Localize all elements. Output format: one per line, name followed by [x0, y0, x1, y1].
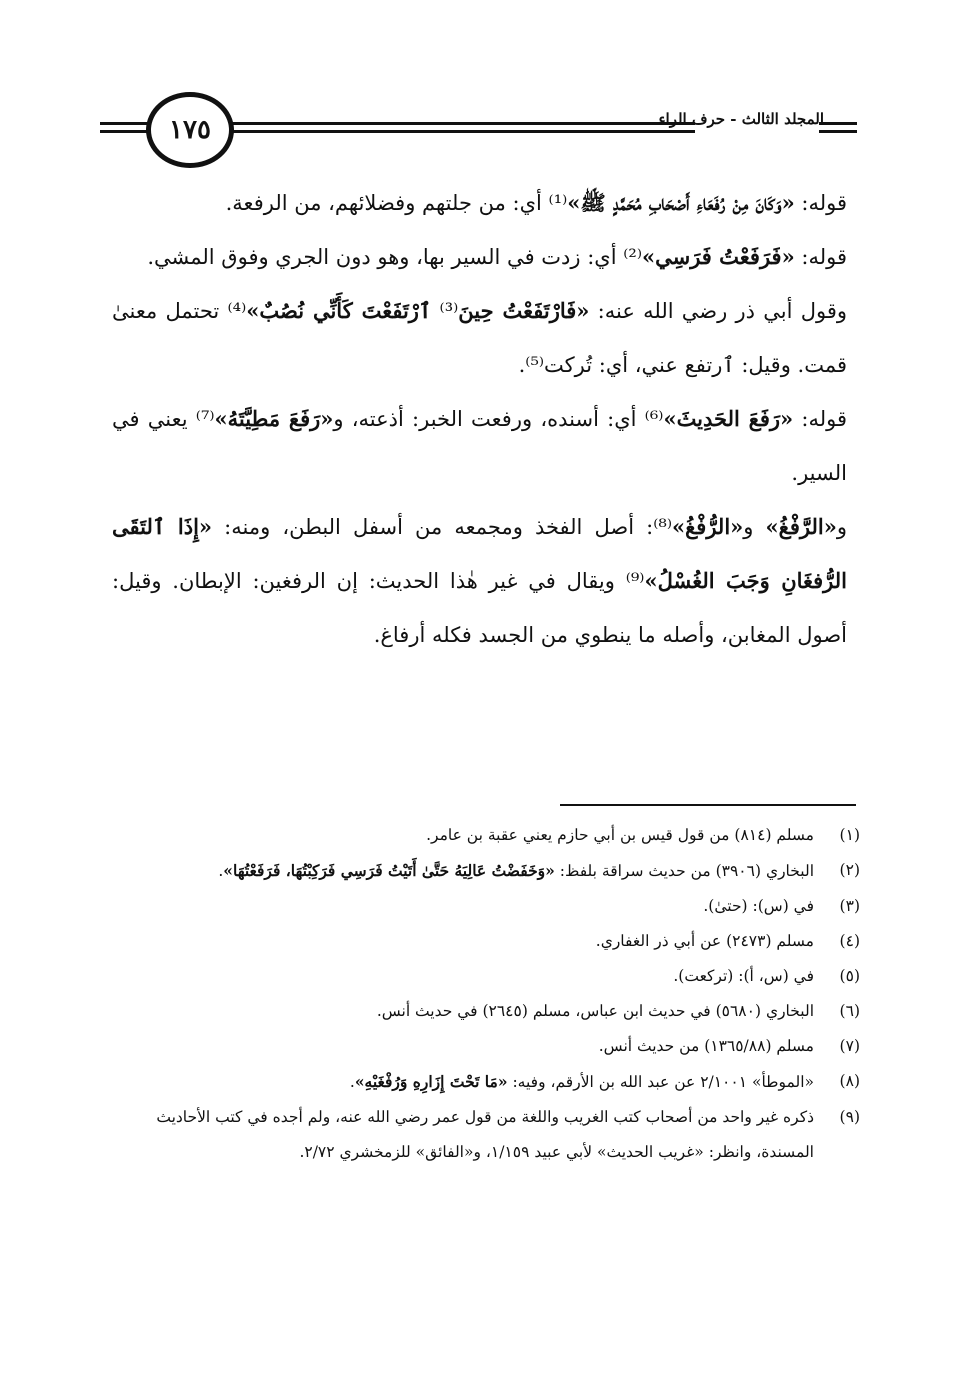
footnote: [110, 924, 860, 959]
quoted-hadith-text: «إِذَا ٱلتَقَى الرُّفغَانِ وَجَبَ الغُسْلُ»: [112, 514, 847, 593]
text-segment: قوله:: [794, 191, 847, 215]
text-segment: ⁽⁶⁾ أي: أسنده، ورفعت الخبر: أذعته، و: [333, 407, 664, 431]
quoted-hadith-text: «فَارْتَفَعْتُ حِينَ: [458, 298, 590, 323]
footnote-text: [110, 1029, 814, 1064]
text-segment: ⁽¹⁾ أي: من جلتهم وفضلائهم، من الرفعة.: [225, 191, 568, 215]
page-header: [100, 92, 857, 166]
running-title: المجلد الثالث - حرف الراء: [658, 110, 824, 128]
text-segment: .: [349, 1073, 355, 1091]
text-segment: في (س): (حتىٰ).: [703, 897, 814, 915]
footnote-number: (٤): [839, 932, 860, 950]
footnotes: [110, 818, 860, 1170]
quoted-hadith-text: «رَفَعَ الحَدِيثَ»: [663, 406, 794, 431]
quoted-hadith-text: «وَكَانَ مِنْ رُفَعَاءِ أَصْحَابِ مُحَمَّدٍ ﷺ»: [567, 190, 795, 215]
footnote-number: (٥): [839, 967, 860, 985]
footnote: [110, 818, 860, 853]
text-segment: البخاري (٣٩٠٦) من حديث سراقة بلفظ:: [554, 862, 814, 880]
footnote-number: (٨): [839, 1072, 860, 1090]
footnote: [110, 959, 860, 994]
footnote-number: (٢): [839, 861, 860, 879]
main-text: [112, 176, 847, 662]
text-segment: قوله:: [794, 245, 847, 269]
footnote-text: [110, 1100, 814, 1170]
text-segment: ⁽³⁾: [431, 299, 459, 323]
paragraph: [112, 230, 847, 284]
text-segment: و: [836, 515, 847, 539]
text-segment: مسلم (٨١٤) من قول قيس بن أبي حازم يعني عقبة بن عامر.: [426, 826, 814, 844]
footnote: [110, 853, 860, 889]
text-segment: وقول أبي ذر رضي الله عنه:: [589, 299, 848, 323]
paragraph: [112, 500, 847, 662]
text-segment: ⁽⁹⁾ ويقال في غير هٰذا الحديث: إن الرفغين: الإبطان. وقيل: أصول المغابن، وأصله ما ينطوي من الجسد فكله أرفاغ.: [112, 569, 847, 647]
text-segment: مسلم (٢٤٧٣) عن أبي ذر الغفاري.: [595, 932, 814, 950]
footnote-text: [110, 1064, 814, 1100]
quoted-hadith-text: «وَخَفَضْتُ عَالِيَهُ حَتَّىٰ أَتَيْتُ فَرَسِي فَرَكِبْتُهَا، فَرَفَعْتُهَا»: [223, 861, 555, 880]
footnote: [110, 1100, 860, 1170]
header-rule-right-bottom: [819, 130, 857, 133]
footnote-number: (٦): [839, 1002, 860, 1020]
header-rule-left-bottom: [100, 130, 152, 133]
footnote-text: [110, 994, 814, 1029]
text-segment: .: [218, 862, 224, 880]
text-segment: ⁽⁷⁾ يعني في السير.: [112, 407, 847, 485]
footnote-text: [110, 924, 814, 959]
header-rule-right-top: [819, 122, 857, 125]
footnote-number: (٩): [839, 1108, 860, 1126]
text-segment: مسلم (١٣٦٥/٨٨) من حديث أنس.: [598, 1037, 814, 1055]
footnote-text: [110, 959, 814, 994]
quoted-hadith-text: «الرُّفْغُ»: [672, 514, 744, 539]
footnote-text: [110, 818, 814, 853]
quoted-hadith-text: ٱرْتَفَعْتَ كَأَنِّي نُصُبٌ»: [246, 298, 432, 323]
footnote: [110, 1064, 860, 1100]
footnote-number: (١): [839, 826, 860, 844]
quoted-hadith-text: «رَفَعَ مَطِيَّتَهُ»: [214, 406, 334, 431]
text-segment: ⁽²⁾ أي: زدت في السير بها، وهو دون الجري وفوق المشي.: [147, 245, 642, 269]
paragraph: [112, 392, 847, 500]
footnote-separator: [560, 804, 856, 806]
quoted-hadith-text: «الرَّفْغُ»: [765, 514, 837, 539]
quoted-hadith-text: «مَا تَحْتَ إِزَارِهِ وَرُفْغَيْهِ»: [354, 1072, 508, 1091]
page-number: ١٧٥: [146, 92, 234, 168]
text-segment: البخاري (٥٦٨٠) في حديث ابن عباس، مسلم (٢٦٤٥) في حديث أنس.: [376, 1002, 814, 1020]
footnote-text: [110, 853, 814, 889]
text-segment: و: [743, 515, 766, 539]
paragraph: [112, 176, 847, 230]
text-segment: ذكره غير واحد من أصحاب كتب الغريب واللغة من قول عمر رضي الله عنه، ولم أجده في كتب الأحاديث المسندة، وانظر: «غريب الحديث» لأبي عبيد ١/١٥٩، و«الفائق» للزمخشري ٢/٧٢.: [156, 1108, 814, 1161]
footnote-text: [110, 889, 814, 924]
footnote: [110, 889, 860, 924]
quoted-hadith-text: «فَرَفَعْتُ فَرَسِي»: [642, 244, 795, 269]
header-rule-left-top: [100, 122, 152, 125]
text-segment: ⁽⁴⁾ تحتمل معنىٰ قمت. وقيل: ٱرتفع عني، أي: تُركت⁽⁵⁾.: [112, 299, 847, 377]
footnote: [110, 1029, 860, 1064]
text-segment: قوله:: [793, 407, 848, 431]
paragraph: [112, 284, 847, 392]
footnote-number: (٧): [839, 1037, 860, 1055]
footnote: [110, 994, 860, 1029]
footnote-number: (٣): [839, 897, 860, 915]
header-rule-middle-bottom: [220, 130, 695, 133]
text-segment: ⁽⁸⁾: أصل الفخذ ومجمعه من أسفل البطن، ومنه:: [212, 515, 672, 539]
text-segment: «الموطأ» ٢/١٠٠١ عن عبد الله بن الأرقم، وفيه:: [507, 1073, 814, 1091]
header-rule-middle-top: [220, 122, 695, 125]
text-segment: في (س، أ): (تركعت).: [673, 967, 814, 985]
